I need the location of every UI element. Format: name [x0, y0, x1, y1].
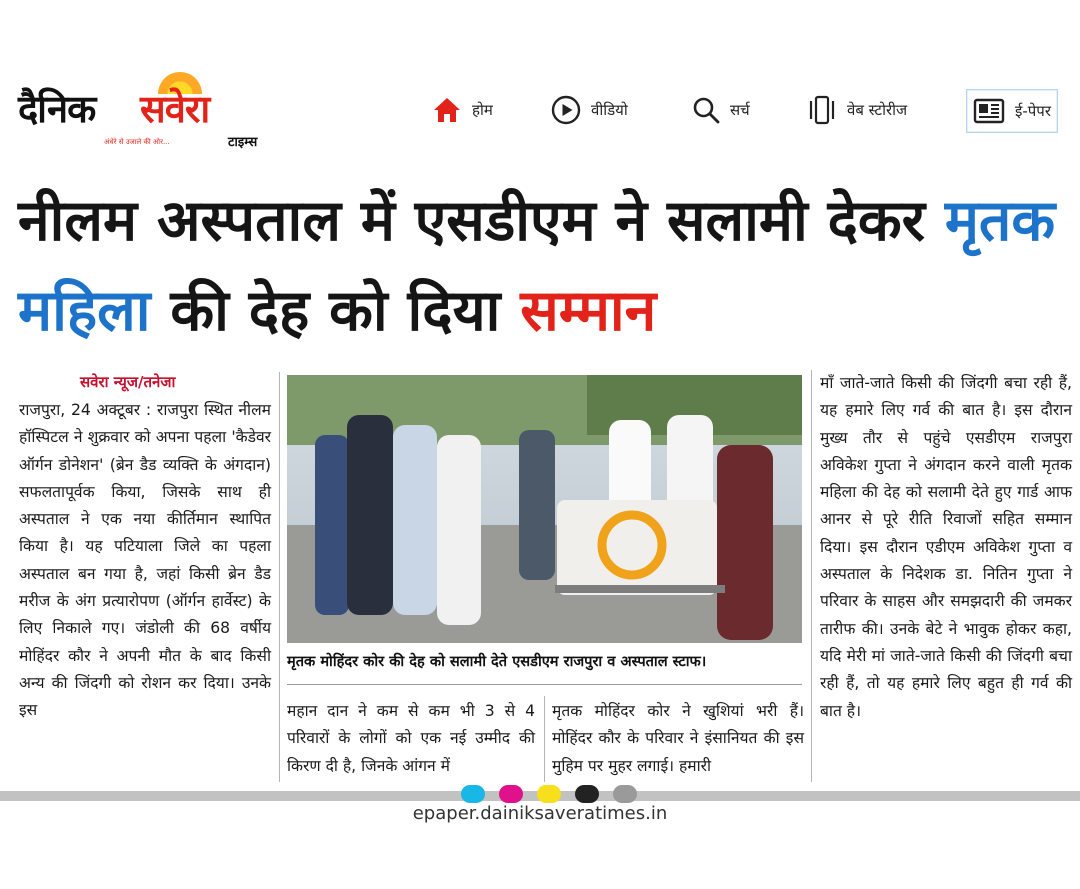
- nav-video[interactable]: [551, 92, 628, 128]
- nav-web-stories[interactable]: [807, 92, 907, 128]
- logo-word-dainik: दैनिक: [18, 87, 96, 131]
- registration-dot-cyan: [461, 785, 485, 803]
- logo-times: टाइम्स: [228, 135, 258, 150]
- headline-part-3: की देह को दिया: [170, 278, 501, 344]
- photo-caption: मृतक मोहिंदर कोर की देह को सलामी देते एसडीएम राजपुरा व अस्पताल स्टाफ।: [287, 653, 707, 670]
- headline-highlight-red: सम्मान: [520, 278, 657, 344]
- web-stories-icon: [807, 95, 837, 125]
- logo-word-savera: सवेरा: [140, 87, 210, 131]
- site-logo[interactable]: [18, 82, 278, 152]
- nav-video-label: वीडियो: [591, 101, 628, 119]
- article-column-3: मृतक मोहिंदर कोर ने खुशियां भरी हैं। मोहिंदर कौर के परिवार ने इंसानियत की इस मुहिम पर मुहर लगाई। हमारी: [552, 702, 804, 775]
- column-divider: [544, 696, 545, 782]
- search-icon: [692, 96, 720, 124]
- footer-url[interactable]: epaper.dainiksaveratimes.in: [412, 803, 668, 824]
- nav-epaper[interactable]: [966, 89, 1058, 133]
- play-circle-icon: [551, 95, 581, 125]
- nav-search-label: सर्च: [730, 101, 750, 119]
- registration-dot-black: [575, 785, 599, 803]
- caption-divider: [287, 684, 802, 685]
- nav-home-label: होम: [472, 101, 493, 119]
- nav-epaper-label: ई-पेपर: [1015, 102, 1051, 120]
- nav-home[interactable]: [432, 92, 493, 128]
- nav-web-stories-label: वेब स्टोरीज: [847, 101, 908, 119]
- byline: सवेरा न्यूज/तनेजा: [80, 373, 176, 391]
- headline-part-1: नीलम अस्पताल में एसडीएम ने सलामी देकर: [18, 188, 925, 254]
- home-icon: [432, 96, 462, 124]
- nav-search[interactable]: [692, 92, 750, 128]
- article-headline: [18, 176, 1068, 356]
- news-photo: [287, 375, 802, 643]
- newspaper-icon: [973, 97, 1005, 125]
- registration-dot-yellow: [537, 785, 561, 803]
- column-divider: [279, 372, 280, 782]
- registration-dot-magenta: [499, 785, 523, 803]
- article-column-1: राजपुरा, 24 अक्टूबर : राजपुरा स्थित नीलम हॉस्पिटल ने शुक्रवार को अपना पहला 'कैडेवर ऑर्गन डोनेशन' (ब्रेन डैड व्यक्ति के अंगदान) सफलतापूर्वक किया, जिसके साथ ही अस्पताल ने एक नया कीर्तिमान स्थापित किया है। यह पटियाला जिले का पहला अस्पताल बन गया है, जहां किसी ब्रेन डैड मरीज के अंग प्रत्यारोपण (ऑर्गन हार्वेस्ट) के लिए निकाले गए। जंडोली की 68 वर्षीय मोहिंदर कौर ने अपनी मौत के बाद किसी अन्य की जिंदगी को रोशन कर दिया। उनके इस: [19, 401, 271, 720]
- headline-highlight-blue: मृतक महिला: [18, 188, 1056, 344]
- article-column-2: महान दान ने कम से कम भी 3 से 4 परिवारों के लोगों को एक नई उम्मीद की किरण दी है, जिनके आंगन में: [287, 702, 535, 775]
- column-divider: [811, 370, 812, 782]
- logo-tagline: अंधेरे से उजाले की ओर...: [104, 138, 170, 146]
- registration-dot-gray: [613, 785, 637, 803]
- article-column-4: माँ जाते-जाते किसी की जिंदगी बचा रही हैं, यह हमारे लिए गर्व की बात है। इस दौरान मुख्य तौर से पहुंचे एसडीएम राजपुरा अविकेश गुप्ता ने अंगदान करने वाली मृतक महिला की देह को सलामी देते हुए गार्ड आफ आनर से पूरे रीति रिवाजों सहित सम्मान दिया। इस दौरान एडीएम अविकेश गुप्ता व अस्पताल के निदेशक डा. नितिन गुप्ता ने परिवार के साहस और समझदारी की जमकर तारीफ की। उनके बेटे ने भावुक होकर कहा, यदि मेरी मां जाते-जाते किसी की जिंदगी बचा रही हैं, तो यह हमारे लिए बहुत ही गर्व की बात है।: [820, 374, 1072, 720]
